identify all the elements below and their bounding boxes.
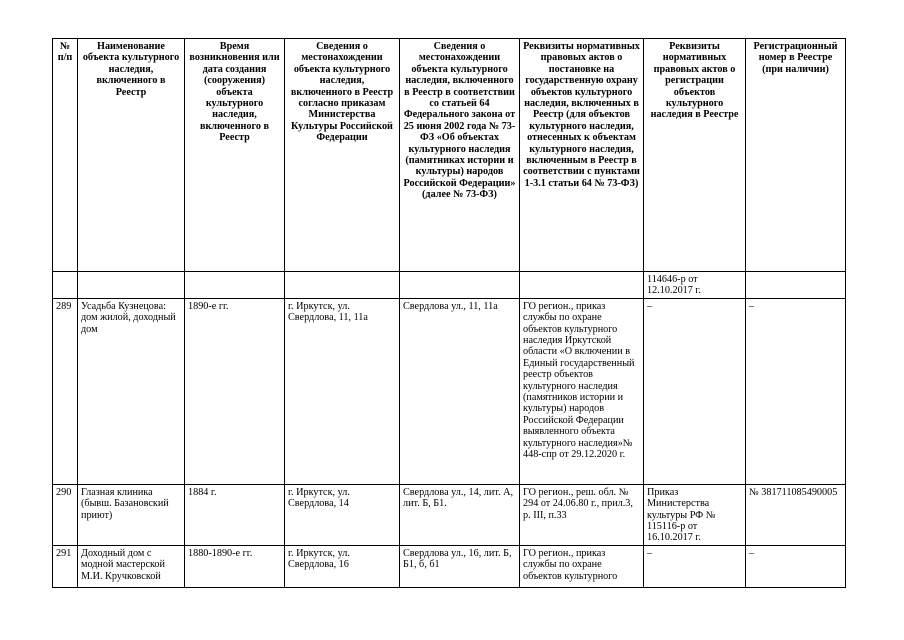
header-date: Время возникновения или дата создания (сооружения) объекта культурного наследия, включенного в Реестр [185,39,285,272]
heritage-registry-table [52,38,846,588]
cell-acts-protection: ГО регион., реш. обл. № 294 от 24.06.80 г., прил.3, р. III, п.33 [520,484,644,545]
cell-location-law [400,272,520,299]
cell-num [53,272,78,299]
table-row [53,298,846,484]
cell-acts-registration: Приказ Министерства культуры РФ № 115116-р от 16.10.2017 г. [644,484,746,545]
cell-location-orders [285,272,400,299]
cell-reg-number [746,272,846,299]
cell-date: 1890-е гг. [185,298,285,484]
cell-acts-registration: – [644,298,746,484]
header-reg-number: Регистрационный номер в Реестре (при наличии) [746,39,846,272]
table-row [53,484,846,545]
cell-date: 1884 г. [185,484,285,545]
cell-location-orders: г. Иркутск, ул. Свердлова, 16 [285,545,400,587]
cell-reg-number: – [746,298,846,484]
cell-location-law: Свердлова ул., 11, 11а [400,298,520,484]
cell-num: 290 [53,484,78,545]
table-row [53,545,846,587]
cell-name: Доходный дом с модной мастерской М.И. Кручковской [78,545,185,587]
cell-acts-protection: ГО регион., приказ службы по охране объектов культурного [520,545,644,587]
cell-acts-protection: ГО регион., приказ службы по охране объектов культурного наследия Иркутской области «О включении в Единый государственный реестр объектов культурного наследия (памятников истории и культуры) народов Российской Федерации выявленного объекта культурного наследия»№ 448-спр от 29.12.2020 г. [520,298,644,484]
cell-name: Усадьба Кузнецова: дом жилой, доходный дом [78,298,185,484]
cell-location-law: Свердлова ул., 14, лит. А, лит. Б, Б1. [400,484,520,545]
cell-acts-protection [520,272,644,299]
cell-num: 289 [53,298,78,484]
header-acts-protection: Реквизиты нормативных правовых актов о постановке на государственную охрану объектов культурного наследия, включенных в Реестр (для объектов культурного наследия, отнесенных к объектам культурного наследия, включенным в Реестр в соответствии с пунктами 1-3.1 статьи 64 № 73-ФЗ) [520,39,644,272]
header-location-law: Сведения о местонахождении объекта культурного наследия, включенного в Реестр в соответствии со статьей 64 Федерального закона от 25 июня 2002 года № 73-ФЗ «Об объектах культурного наследия (памятниках истории и культуры) народов Российской Федерации» (далее № 73-ФЗ) [400,39,520,272]
cell-acts-registration: 114646-р от 12.10.2017 г. [644,272,746,299]
table-row-continuation [53,272,846,299]
header-location-orders: Сведения о местонахождении объекта культурного наследия, включенного в Реестр согласно приказам Министерства Культуры Российской Федерации [285,39,400,272]
cell-location-law: Свердлова ул., 16, лит. Б, Б1, б, б1 [400,545,520,587]
cell-date [185,272,285,299]
cell-reg-number: – [746,545,846,587]
cell-name [78,272,185,299]
cell-date: 1880-1890-е гг. [185,545,285,587]
header-row [53,39,846,272]
cell-name: Глазная клиника (бывш. Базановский приют) [78,484,185,545]
cell-location-orders: г. Иркутск, ул. Свердлова, 11, 11а [285,298,400,484]
cell-reg-number: № 381711085490005 [746,484,846,545]
cell-acts-registration: – [644,545,746,587]
cell-num: 291 [53,545,78,587]
header-acts-registration: Реквизиты нормативных правовых актов о регистрации объектов культурного наследия в Реестре [644,39,746,272]
header-num: № п/п [53,39,78,272]
header-name: Наименование объекта культурного наследия, включенного в Реестр [78,39,185,272]
cell-location-orders: г. Иркутск, ул. Свердлова, 14 [285,484,400,545]
